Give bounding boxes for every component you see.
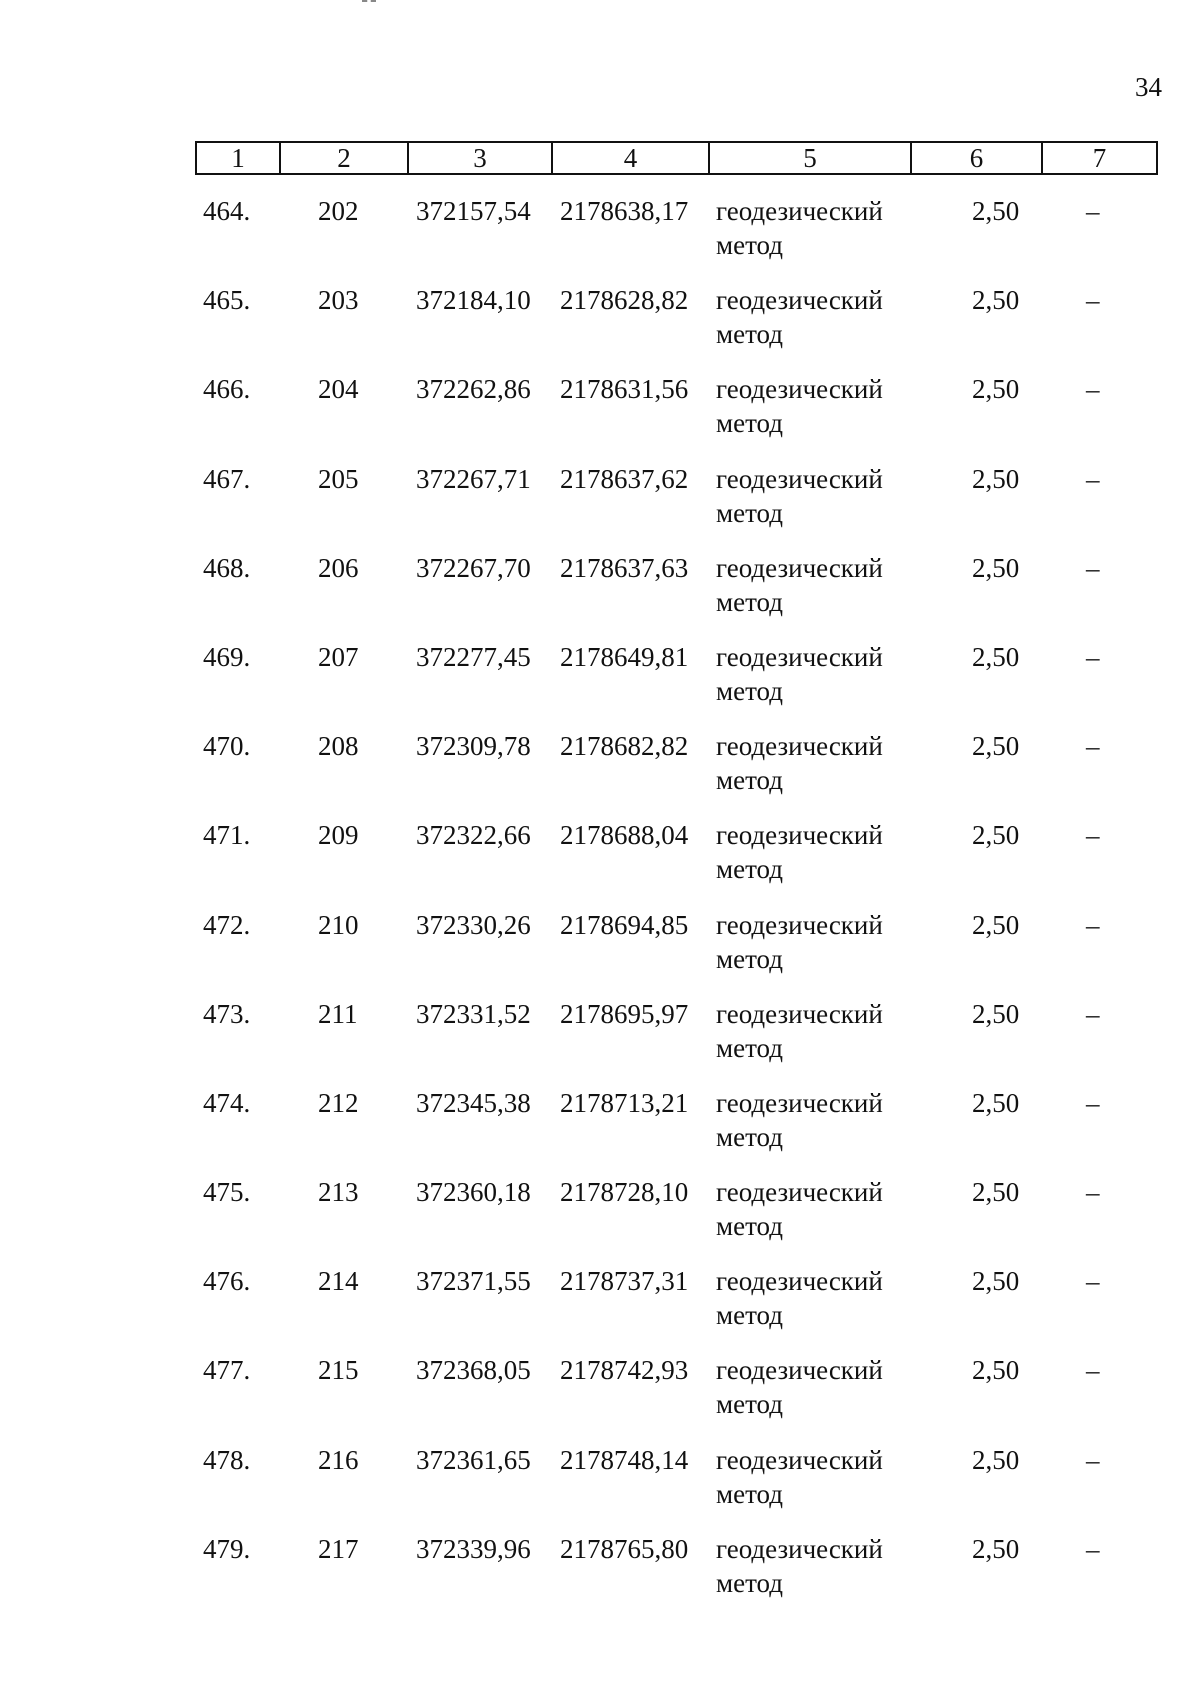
column-number-header [195,141,1158,175]
note-value: – [1086,909,1100,940]
row-number: 472. [203,909,251,940]
coordinate-y: 2178649,81 [560,641,689,672]
coordinate-y: 2178688,04 [560,820,689,851]
coordinate-x: 372262,86 [416,374,531,405]
row-number: 466. [203,374,251,405]
accuracy-value: 2,50 [972,1266,1020,1297]
point-number: 215 [318,1355,359,1386]
point-number: 203 [318,285,359,316]
header-cell-1: 1 [196,142,280,174]
accuracy-value: 2,50 [972,374,1020,405]
row-number: 464. [203,196,251,226]
header-cell-7: 7 [1042,142,1157,174]
method-line-2: метод [716,1032,783,1063]
method-line-2: метод [716,230,783,260]
accuracy-value: 2,50 [972,731,1020,762]
note-value: – [1086,374,1100,405]
method-cell [716,1532,883,1600]
point-number: 216 [318,1444,359,1475]
header-cell-5: 5 [709,142,911,174]
accuracy-value: 2,50 [972,1444,1020,1475]
header-cell-4: 4 [552,142,709,174]
accuracy-value: 2,50 [972,1533,1020,1564]
method-line-2: метод [716,1478,783,1509]
row-number: 478. [203,1444,251,1475]
note-value: – [1086,731,1100,762]
accuracy-value: 2,50 [972,552,1020,583]
coordinate-x: 372339,96 [416,1533,531,1564]
row-number: 465. [203,285,251,316]
note-value: – [1086,463,1100,494]
note-value: – [1086,1177,1100,1208]
row-number: 476. [203,1266,251,1297]
method-cell [716,908,883,976]
point-number: 212 [318,1087,359,1118]
accuracy-value: 2,50 [972,285,1020,316]
coordinate-x: 372330,26 [416,909,531,940]
page-number: 34 [1135,72,1162,102]
note-value: – [1086,285,1100,316]
note-value: – [1086,1444,1100,1475]
method-line-2: метод [716,1121,783,1152]
point-number: 214 [318,1266,359,1297]
table-row [0,1175,1200,1264]
coordinate-y: 2178637,62 [560,463,689,494]
method-cell [716,1264,883,1332]
accuracy-value: 2,50 [972,1355,1020,1386]
point-number: 208 [318,731,359,762]
coordinate-x: 372184,10 [416,285,531,316]
table-row [0,194,1200,283]
note-value: – [1086,1355,1100,1386]
method-line-1: геодезический [716,1087,883,1118]
table-row [0,462,1200,551]
note-value: – [1086,1533,1100,1564]
point-number: 210 [318,909,359,940]
method-cell [716,194,883,262]
method-line-2: метод [716,1211,783,1242]
method-line-2: метод [716,319,783,350]
coordinate-y: 2178748,14 [560,1444,689,1475]
method-line-1: геодезический [716,285,883,316]
method-cell [716,729,883,797]
table-row [0,1086,1200,1175]
accuracy-value: 2,50 [972,463,1020,494]
method-line-1: геодезический [716,374,883,405]
coordinate-x: 372360,18 [416,1177,531,1208]
row-number: 477. [203,1355,251,1386]
method-line-1: геодезический [716,998,883,1029]
coordinate-rows [0,194,1200,1621]
coordinate-x: 372267,71 [416,463,531,494]
table-row [0,729,1200,818]
coordinate-y: 2178728,10 [560,1177,689,1208]
point-number: 217 [318,1533,359,1564]
method-line-2: метод [716,1300,783,1331]
accuracy-value: 2,50 [972,1177,1020,1208]
table-row [0,283,1200,372]
point-number: 211 [318,998,358,1029]
point-number: 213 [318,1177,359,1208]
accuracy-value: 2,50 [972,641,1020,672]
method-line-2: метод [716,497,783,528]
coordinate-y: 2178682,82 [560,731,689,762]
coordinate-y: 2178695,97 [560,998,689,1029]
table-row [0,551,1200,640]
point-number: 205 [318,463,359,494]
point-number: 207 [318,641,359,672]
table-row [0,997,1200,1086]
method-cell [716,283,883,351]
method-cell [716,640,883,708]
method-line-1: геодезический [716,1177,883,1208]
method-line-2: метод [716,675,783,706]
table-row [0,818,1200,907]
table-row [0,1264,1200,1353]
point-number: 202 [318,196,359,226]
method-line-2: метод [716,586,783,617]
point-number: 206 [318,552,359,583]
table-row [0,372,1200,461]
point-number: 204 [318,374,359,405]
header-cell-6: 6 [911,142,1042,174]
method-line-2: метод [716,765,783,796]
coordinate-y: 2178742,93 [560,1355,689,1386]
coordinate-y: 2178638,17 [560,196,689,226]
table-row [0,1443,1200,1532]
coordinate-y: 2178765,80 [560,1533,689,1564]
method-line-2: метод [716,408,783,439]
coordinate-y: 2178737,31 [560,1266,689,1297]
row-number: 470. [203,731,251,762]
method-cell [716,551,883,619]
method-line-1: геодезический [716,1266,883,1297]
point-number: 209 [318,820,359,851]
method-line-2: метод [716,943,783,974]
method-line-2: метод [716,1567,783,1598]
note-value: – [1086,1266,1100,1297]
accuracy-value: 2,50 [972,196,1020,226]
method-line-1: геодезический [716,731,883,762]
method-line-1: геодезический [716,820,883,851]
coordinate-y: 2178694,85 [560,909,689,940]
method-line-1: геодезический [716,641,883,672]
accuracy-value: 2,50 [972,820,1020,851]
row-number: 471. [203,820,251,851]
header-cell-3: 3 [408,142,552,174]
method-cell [716,372,883,440]
note-value: – [1086,998,1100,1029]
method-cell [716,1175,883,1243]
row-number: 474. [203,1087,251,1118]
coordinate-x: 372371,55 [416,1266,531,1297]
coordinate-y: 2178631,56 [560,374,689,405]
note-value: – [1086,196,1100,226]
coordinate-y: 2178713,21 [560,1087,689,1118]
table-row [0,1353,1200,1442]
method-cell [716,818,883,886]
method-cell [716,997,883,1065]
table-row [0,908,1200,997]
method-cell [716,462,883,530]
method-line-1: геодезический [716,196,883,226]
note-value: – [1086,1087,1100,1118]
row-number: 467. [203,463,251,494]
accuracy-value: 2,50 [972,1087,1020,1118]
row-number: 479. [203,1533,251,1564]
coordinate-x: 372267,70 [416,552,531,583]
method-line-1: геодезический [716,1355,883,1386]
method-line-1: геодезический [716,1533,883,1564]
table-row [0,640,1200,729]
coordinate-x: 372157,54 [416,196,531,226]
method-cell [716,1443,883,1511]
coordinate-x: 372345,38 [416,1087,531,1118]
scan-artifact [362,0,376,6]
note-value: – [1086,820,1100,851]
coordinate-x: 372368,05 [416,1355,531,1386]
coordinate-x: 372331,52 [416,998,531,1029]
coordinate-x: 372277,45 [416,641,531,672]
method-cell [716,1086,883,1154]
coordinate-x: 372322,66 [416,820,531,851]
row-number: 468. [203,552,251,583]
method-line-1: геодезический [716,909,883,940]
note-value: – [1086,552,1100,583]
coordinate-y: 2178637,63 [560,552,689,583]
row-number: 473. [203,998,251,1029]
header-row [196,142,1157,174]
table-row [0,1532,1200,1621]
header-cell-2: 2 [280,142,408,174]
accuracy-value: 2,50 [972,909,1020,940]
coordinate-y: 2178628,82 [560,285,689,316]
coordinate-x: 372361,65 [416,1444,531,1475]
method-line-1: геодезический [716,1444,883,1475]
row-number: 469. [203,641,251,672]
note-value: – [1086,641,1100,672]
method-line-1: геодезический [716,463,883,494]
method-line-2: метод [716,1389,783,1420]
method-cell [716,1353,883,1421]
row-number: 475. [203,1177,251,1208]
method-line-1: геодезический [716,552,883,583]
method-line-2: метод [716,854,783,885]
coordinate-x: 372309,78 [416,731,531,762]
accuracy-value: 2,50 [972,998,1020,1029]
